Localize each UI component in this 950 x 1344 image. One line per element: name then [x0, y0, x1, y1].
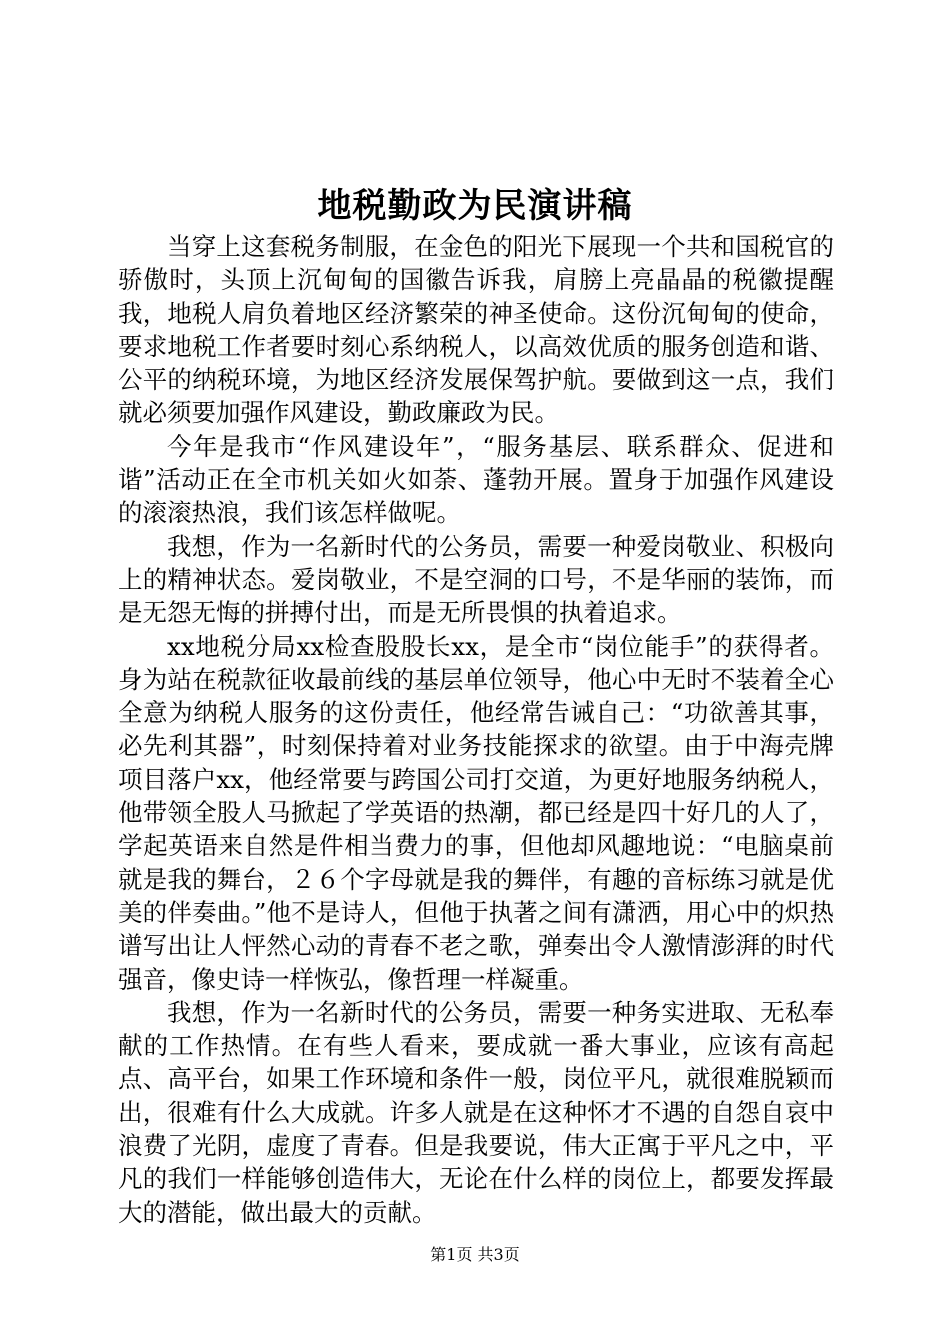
paragraph-2: 今年是我市“作风建设年”，“服务基层、联系群众、促进和谐”活动正在全市机关如火如荼、蓬勃开展。置身于加强作风建设的滚滚热浪，我们该怎样做呢。	[118, 431, 834, 528]
document-title: 地税勤政为民演讲稿	[317, 186, 633, 226]
paragraph-1: 当穿上这套税务制服，在金色的阳光下展现一个共和国税官的骄傲时，头顶上沉甸甸的国徽告诉我，肩膀上亮晶晶的税徽提醒我，地税人肩负着地区经济繁荣的神圣使命。这份沉甸甸的使命，要求地税工作者要时刻心系纳税人，以高效优质的服务创造和谐、公平的纳税环境，为地区经济发展保驾护航。要做到这一点，我们就必须要加强作风建设，勤政廉政为民。	[118, 232, 834, 428]
paragraph-5: 我想，作为一名新时代的公务员，需要一种务实进取、无私奉献的工作热情。在有些人看来，要成就一番大事业，应该有高起点、高平台，如果工作环境和条件一般，岗位平凡，就很难脱颖而出，很难有什么大成就。许多人就是在这种怀才不遇的自怨自哀中浪费了光阴，虚度了青春。但是我要说，伟大正寓于平凡之中，平凡的我们一样能够创造伟大，无论在什么样的岗位上，都要发挥最大的潜能，做出最大的贡献。	[118, 997, 834, 1227]
page-number-footer: 第1页 共3页	[430, 1245, 520, 1264]
document-body	[118, 230, 834, 1229]
paragraph-3: 我想，作为一名新时代的公务员，需要一种爱岗敬业、积极向上的精神状态。爱岗敬业，不是空洞的口号，不是华丽的装饰，而是无怨无悔的拼搏付出，而是无所畏惧的执着追求。	[118, 531, 834, 628]
paragraph-4: xx地税分局xx检查股股长xx，是全市“岗位能手”的获得者。身为站在税款征收最前线的基层单位领导，他心中无时不装着全心全意为纳税人服务的这份责任，他经常告诫自己：“功欲善其事，必先利其器”，时刻保持着对业务技能探求的欲望。由于中海壳牌项目落户xx，他经常要与跨国公司打交道，为更好地服务纳税人，他带领全股人马掀起了学英语的热潮，都已经是四十好几的人了，学起英语来自然是件相当费力的事，但他却风趣地说：“电脑桌前就是我的舞台，２６个字母就是我的舞伴，有趣的音标练习就是优美的伴奏曲。”他不是诗人，但他于执著之间有潇洒，用心中的炽热谱写出让人怦然心动的青春不老之歌，弹奏出令人激情澎湃的时代强音，像史诗一样恢弘，像哲理一样凝重。	[118, 631, 834, 994]
